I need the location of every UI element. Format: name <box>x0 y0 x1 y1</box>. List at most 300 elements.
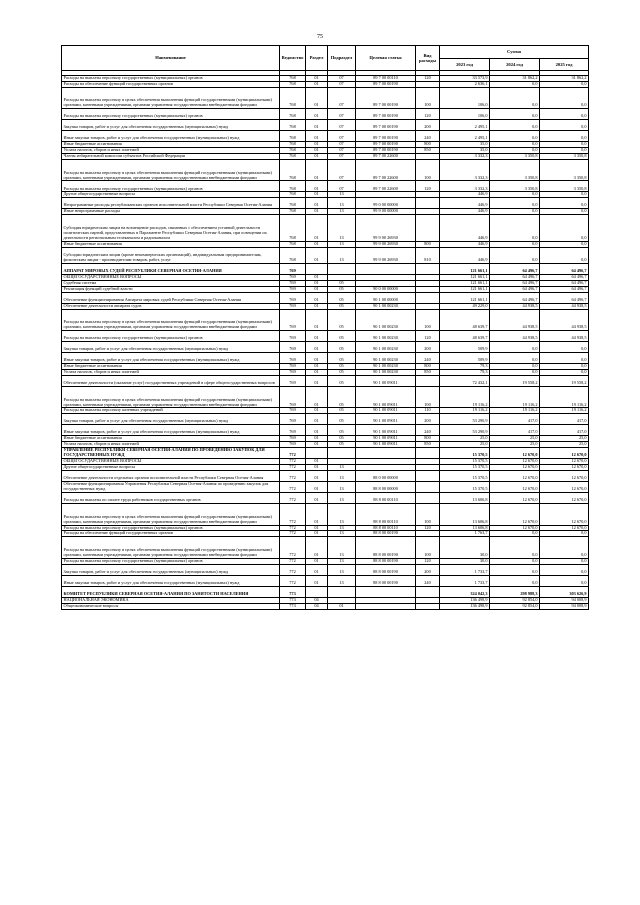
cell-subsection: 05 <box>328 436 356 442</box>
cell-subsection: 13 <box>328 247 356 263</box>
cell-2024: 12 670,0 <box>490 525 540 531</box>
cell-section: 01 <box>306 370 328 376</box>
cell-exp-type: 100 <box>416 309 440 330</box>
table-row <box>62 586 589 597</box>
cell-section: 01 <box>306 331 328 342</box>
cell-exp-type: 120 <box>416 525 440 531</box>
cell-2023: 53 290,9 <box>440 425 490 436</box>
cell-dept: 768 <box>280 87 306 108</box>
cell-2023: 79,3 <box>440 364 490 370</box>
cell-section: 04 <box>306 597 328 603</box>
cell-2025: 64 496,7 <box>540 275 589 281</box>
cell-2024: 0,0 <box>490 575 540 586</box>
header-target: Целевая статья <box>356 46 416 71</box>
row-name: Иные бюджетные ассигнования <box>62 436 280 442</box>
cell-2024: 0,0 <box>490 353 540 364</box>
table-row <box>62 353 589 364</box>
cell-exp-type: 120 <box>416 558 440 564</box>
cell-subsection: 13 <box>328 531 356 537</box>
table-row <box>62 309 589 330</box>
table-row <box>62 215 589 242</box>
row-name: Общеэкономические вопросы <box>62 603 280 609</box>
cell-exp-type: 850 <box>416 442 440 448</box>
cell-section: 01 <box>306 131 328 142</box>
cell-2025: 44 938,5 <box>540 309 589 330</box>
cell-dept: 768 <box>280 131 306 142</box>
cell-dept: 768 <box>280 160 306 181</box>
row-name: Расходы на выплаты персоналу государственных (муниципальных) органов <box>62 525 280 531</box>
cell-2024: 0,0 <box>490 531 540 537</box>
row-name: Иные закупки товаров, работ и услуг для обеспечения государственных (муниципальных) нужд <box>62 425 280 436</box>
cell-dept: 769 <box>280 275 306 281</box>
cell-target: 89 7 00 00190 <box>356 142 416 148</box>
cell-target: 89 7 00 00190 <box>356 109 416 120</box>
cell-2025: 64 496,7 <box>540 292 589 303</box>
cell-2024: 64 496,7 <box>490 275 540 281</box>
cell-dept: 769 <box>280 370 306 376</box>
row-name: Расходы на выплаты персоналу в целях обеспечения выполнения функций государственными (муниципальными) органами, казенными учреждениями, органами управления государственными внебюджетными фондами <box>62 387 280 408</box>
row-name: Расходы на обеспечение функций государственных органов <box>62 81 280 87</box>
cell-dept: 769 <box>280 414 306 425</box>
cell-target: 89 7 00 22600 <box>356 160 416 181</box>
cell-exp-type: 100 <box>416 87 440 108</box>
cell-2025: 12 670,0 <box>540 504 589 525</box>
table-header <box>62 46 589 76</box>
row-name: Расходы на выплаты персоналу в целях обеспечения выполнения функций государственными (муниципальными) органами, казенными учреждениями, органами управления государственными внебюджетными фондами <box>62 160 280 181</box>
row-name: ОБЩЕГОСУДАРСТВЕННЫЕ ВОПРОСЫ <box>62 459 280 465</box>
row-name: Обеспечение деятельности отдельных органов исполнительной власти Республики Северная Осетия-Алания <box>62 471 280 482</box>
cell-target: 90 1 00 09011 <box>356 376 416 387</box>
cell-section: 01 <box>306 564 328 575</box>
cell-2023: 121 661,1 <box>440 264 490 275</box>
cell-2023: 324 042,3 <box>440 586 490 597</box>
cell-target: 88 8 00 00000 <box>356 482 416 493</box>
cell-2024: 0,0 <box>490 370 540 376</box>
row-name: Расходы на выплаты персоналу в целях обеспечения выполнения функций государственными (муниципальными) органами, казенными учреждениями, органами управления государственными внебюджетными фондами <box>62 87 280 108</box>
table-row <box>62 292 589 303</box>
cell-2025: 0,0 <box>540 537 589 558</box>
cell-2024: 92 854,0 <box>490 603 540 609</box>
cell-exp-type: 200 <box>416 414 440 425</box>
cell-2023: 3 332,3 <box>440 154 490 160</box>
cell-section: 01 <box>306 459 328 465</box>
cell-subsection: 05 <box>328 286 356 292</box>
row-name: Субсидии юридическим лицам (кроме некоммерческих организаций), индивидуальным предпринимателям, физическим лицам - производителям товаров, работ, услуг <box>62 247 280 263</box>
cell-2025: 0,0 <box>540 247 589 263</box>
row-name: Закупка товаров, работ и услуг для обеспечения государственных (муниципальных) нужд <box>62 564 280 575</box>
cell-2025: 417,0 <box>540 414 589 425</box>
cell-dept: 769 <box>280 442 306 448</box>
cell-subsection: 13 <box>328 192 356 198</box>
table-row <box>62 537 589 558</box>
cell-dept: 772 <box>280 537 306 558</box>
cell-exp-type: 120 <box>416 76 440 82</box>
cell-section: 01 <box>306 436 328 442</box>
table-row <box>62 247 589 263</box>
cell-2024: 298 988,3 <box>490 586 540 597</box>
cell-subsection: 05 <box>328 370 356 376</box>
cell-exp-type: 100 <box>416 537 440 558</box>
page-number: 75 <box>317 34 323 40</box>
cell-2025: 64 496,7 <box>540 286 589 292</box>
cell-subsection: 05 <box>328 331 356 342</box>
cell-subsection: 07 <box>328 81 356 87</box>
cell-2025: 0,0 <box>540 87 589 108</box>
cell-section: 01 <box>306 387 328 408</box>
cell-2024: 417,0 <box>490 414 540 425</box>
cell-subsection: 13 <box>328 537 356 558</box>
cell-subsection: 07 <box>328 181 356 192</box>
row-name: Расходы на выплаты по оплате труда работников государственных органов <box>62 493 280 504</box>
cell-target: 90 1 00 09011 <box>356 425 416 436</box>
cell-2023: 48 639,7 <box>440 331 490 342</box>
row-name: Расходы на выплаты персоналу в целях обеспечения выполнения функций государственными (муниципальными) органами, казенными учреждениями, органами управления государственными внебюджетными фондами <box>62 309 280 330</box>
cell-exp-type: 200 <box>416 342 440 353</box>
cell-target: 89 7 00 00190 <box>356 131 416 142</box>
cell-2023: 446,9 <box>440 247 490 263</box>
cell-target: 90 1 00 00000 <box>356 292 416 303</box>
cell-section: 01 <box>306 215 328 242</box>
cell-2025: 0,0 <box>540 209 589 215</box>
cell-section: 01 <box>306 525 328 531</box>
cell-2024: 44 938,5 <box>490 309 540 330</box>
cell-exp-type: 850 <box>416 148 440 154</box>
cell-2023: 19 116,2 <box>440 387 490 408</box>
table-row <box>62 264 589 275</box>
cell-dept: 772 <box>280 448 306 459</box>
cell-2023: 35,0 <box>440 142 490 148</box>
row-name: Члены избирательной комиссии субъектов Российской Федерации <box>62 154 280 160</box>
table-row <box>62 414 589 425</box>
cell-subsection: 07 <box>328 131 356 142</box>
cell-section: 01 <box>306 292 328 303</box>
cell-exp-type <box>416 198 440 209</box>
cell-2024: 0,0 <box>490 564 540 575</box>
cell-exp-type <box>416 493 440 504</box>
cell-2025: 0,0 <box>540 342 589 353</box>
cell-target: 90 1 00 00230 <box>356 331 416 342</box>
cell-2024: 0,0 <box>490 192 540 198</box>
cell-2024: 12 670,0 <box>490 465 540 471</box>
cell-section: 01 <box>306 353 328 364</box>
cell-2023: 446,9 <box>440 198 490 209</box>
cell-target: 99 9 00 26930 <box>356 247 416 263</box>
row-name: Закупка товаров, работ и услуг для обеспечения государственных (муниципальных) нужд <box>62 342 280 353</box>
table-row <box>62 198 589 209</box>
table-row <box>62 181 589 192</box>
cell-target: 99 9 00 26930 <box>356 215 416 242</box>
cell-2024: 64 496,7 <box>490 264 540 275</box>
cell-exp-type: 100 <box>416 387 440 408</box>
cell-subsection: 01 <box>328 603 356 609</box>
cell-dept: 769 <box>280 376 306 387</box>
cell-2024: 19 558,2 <box>490 376 540 387</box>
cell-exp-type <box>416 448 440 459</box>
cell-2024: 19 116,2 <box>490 408 540 414</box>
cell-subsection: 05 <box>328 376 356 387</box>
cell-2024: 3 350,8 <box>490 154 540 160</box>
header-sum: Сумма <box>440 46 589 59</box>
cell-subsection: 05 <box>328 309 356 330</box>
cell-2025: 64 496,7 <box>540 281 589 287</box>
cell-subsection: 13 <box>328 465 356 471</box>
cell-2024: 0,0 <box>490 558 540 564</box>
cell-2025: 64 496,7 <box>540 264 589 275</box>
cell-dept: 769 <box>280 331 306 342</box>
cell-2023: 446,9 <box>440 241 490 247</box>
cell-2024: 0,0 <box>490 247 540 263</box>
cell-exp-type <box>416 292 440 303</box>
cell-exp-type: 800 <box>416 364 440 370</box>
row-name: Обеспечение деятельности аппарата судов <box>62 303 280 309</box>
cell-2023: 2 636,1 <box>440 81 490 87</box>
cell-2023: 121 661,1 <box>440 275 490 281</box>
header-dept: Ведомство <box>280 46 306 71</box>
cell-subsection: 13 <box>328 241 356 247</box>
table-row <box>62 493 589 504</box>
cell-dept: 769 <box>280 353 306 364</box>
cell-2023: 15 370,5 <box>440 482 490 493</box>
row-name: Расходы на выплаты персоналу казенных учреждений <box>62 408 280 414</box>
cell-target: 88 8 00 00190 <box>356 575 416 586</box>
cell-2023: 25,0 <box>440 436 490 442</box>
cell-section: 01 <box>306 408 328 414</box>
cell-dept: 773 <box>280 603 306 609</box>
row-name: УПРАВЛЕНИЕ РЕСПУБЛИКИ СЕВЕРНАЯ ОСЕТИЯ-АЛАНИЯ ПО ПРОВЕДЕНИЮ ЗАКУПОК ДЛЯ ГОСУДАРСТВЕННЫХ НУЖД <box>62 448 280 459</box>
cell-2025: 0,0 <box>540 531 589 537</box>
cell-target: 88 8 00 00110 <box>356 504 416 525</box>
cell-exp-type: 120 <box>416 331 440 342</box>
cell-2023: 136 498,9 <box>440 597 490 603</box>
cell-target: 90 1 00 00230 <box>356 309 416 330</box>
cell-2024: 44 938,5 <box>490 331 540 342</box>
cell-dept: 769 <box>280 286 306 292</box>
cell-target: 89 7 00 00190 <box>356 87 416 108</box>
cell-dept: 768 <box>280 215 306 242</box>
cell-dept: 769 <box>280 292 306 303</box>
cell-target: 89 7 00 22600 <box>356 181 416 192</box>
cell-2023: 2 495,1 <box>440 120 490 131</box>
cell-exp-type: 240 <box>416 353 440 364</box>
row-name: Иные бюджетные ассигнования <box>62 364 280 370</box>
cell-2023: 1 733,7 <box>440 564 490 575</box>
cell-target: 89 7 00 00190 <box>356 120 416 131</box>
cell-subsection: 05 <box>328 303 356 309</box>
cell-subsection: 05 <box>328 353 356 364</box>
cell-dept: 768 <box>280 209 306 215</box>
cell-exp-type: 800 <box>416 142 440 148</box>
cell-section: 01 <box>306 286 328 292</box>
cell-2023: 25,0 <box>440 442 490 448</box>
cell-2025: 19 116,2 <box>540 408 589 414</box>
cell-exp-type: 200 <box>416 120 440 131</box>
row-name: Другие общегосударственные вопросы <box>62 192 280 198</box>
cell-target: 88 0 00 00000 <box>356 471 416 482</box>
cell-exp-type: 100 <box>416 160 440 181</box>
cell-section: 01 <box>306 482 328 493</box>
cell-2023: 1 733,7 <box>440 575 490 586</box>
cell-2024: 3 350,8 <box>490 181 540 192</box>
cell-2023: 446,9 <box>440 215 490 242</box>
cell-section: 01 <box>306 414 328 425</box>
cell-2024: 12 670,0 <box>490 448 540 459</box>
cell-target <box>356 586 416 597</box>
row-name: Иные закупки товаров, работ и услуг для обеспечения государственных (муниципальных) нужд <box>62 353 280 364</box>
row-name: НАЦИОНАЛЬНАЯ ЭКОНОМИКА <box>62 597 280 603</box>
row-name: Обеспечение деятельности (оказание услуг) государственных учреждений в сфере общегосударственных вопросов <box>62 376 280 387</box>
cell-2024: 0,0 <box>490 148 540 154</box>
cell-2024: 25,0 <box>490 436 540 442</box>
cell-exp-type <box>416 482 440 493</box>
cell-dept: 769 <box>280 387 306 408</box>
cell-2025: 0,0 <box>540 575 589 586</box>
cell-exp-type: 120 <box>416 181 440 192</box>
cell-exp-type <box>416 376 440 387</box>
budget-table-wrapper <box>61 45 588 610</box>
cell-dept: 769 <box>280 436 306 442</box>
cell-dept: 769 <box>280 342 306 353</box>
cell-target: 88 8 00 00110 <box>356 525 416 531</box>
cell-2025: 0,0 <box>540 142 589 148</box>
table-body <box>62 76 589 610</box>
row-name: Иные бюджетные ассигнования <box>62 241 280 247</box>
row-name: Закупка товаров, работ и услуг для обеспечения государственных (муниципальных) нужд <box>62 414 280 425</box>
cell-2025: 94 008,9 <box>540 603 589 609</box>
cell-target: 90 1 00 09011 <box>356 442 416 448</box>
row-name: Иные непрограммные расходы <box>62 209 280 215</box>
row-name: Расходы на выплаты персоналу государственных (муниципальных) органов <box>62 76 280 82</box>
cell-2023: 19 116,2 <box>440 408 490 414</box>
cell-subsection: 05 <box>328 342 356 353</box>
cell-2023: 15 370,5 <box>440 459 490 465</box>
cell-subsection: 13 <box>328 575 356 586</box>
row-name: АППАРАТ МИРОВЫХ СУДЕЙ РЕСПУБЛИКИ СЕВЕРНАЯ ОСЕТИЯ-АЛАНИЯ <box>62 264 280 275</box>
cell-dept: 768 <box>280 154 306 160</box>
cell-section: 01 <box>306 364 328 370</box>
table-row <box>62 482 589 493</box>
cell-exp-type: 200 <box>416 564 440 575</box>
cell-exp-type: 110 <box>416 408 440 414</box>
cell-exp-type: 240 <box>416 575 440 586</box>
cell-2024: 44 938,5 <box>490 303 540 309</box>
cell-target: 88 8 00 00190 <box>356 564 416 575</box>
cell-2023: 2 495,1 <box>440 131 490 142</box>
cell-dept: 772 <box>280 465 306 471</box>
cell-2023: 35,0 <box>440 148 490 154</box>
cell-2023: 121 661,1 <box>440 292 490 303</box>
cell-section: 01 <box>306 376 328 387</box>
cell-dept: 768 <box>280 109 306 120</box>
cell-section: 01 <box>306 109 328 120</box>
cell-exp-type <box>416 471 440 482</box>
cell-2025: 12 670,0 <box>540 493 589 504</box>
row-name: КОМИТЕТ РЕСПУБЛИКИ СЕВЕРНАЯ ОСЕТИЯ-АЛАНИЯ ПО ЗАНЯТОСТИ НАСЕЛЕНИЯ <box>62 586 280 597</box>
cell-2023: 15 370,5 <box>440 471 490 482</box>
cell-2023: 72 432,1 <box>440 376 490 387</box>
cell-subsection: 05 <box>328 425 356 436</box>
cell-section: 01 <box>306 342 328 353</box>
cell-2025: 0,0 <box>540 148 589 154</box>
cell-target: 90 1 00 00230 <box>356 364 416 370</box>
cell-2024: 3 350,8 <box>490 160 540 181</box>
cell-2025: 0,0 <box>540 215 589 242</box>
table-row <box>62 471 589 482</box>
cell-2025: 44 938,5 <box>540 303 589 309</box>
cell-dept: 768 <box>280 148 306 154</box>
cell-2024: 0,0 <box>490 142 540 148</box>
cell-exp-type: 100 <box>416 504 440 525</box>
row-name: Расходы на выплаты персоналу государственных (муниципальных) органов <box>62 181 280 192</box>
table-row <box>62 331 589 342</box>
row-name: Расходы на выплаты персоналу в целях обеспечения выполнения функций государственными (муниципальными) органами, казенными учреждениями, органами управления государственными внебюджетными фондами <box>62 504 280 525</box>
cell-2023: 136 498,9 <box>440 603 490 609</box>
cell-section: 01 <box>306 81 328 87</box>
row-name: Иные бюджетные ассигнования <box>62 142 280 148</box>
cell-target: 90 1 00 00230 <box>356 370 416 376</box>
cell-dept: 768 <box>280 192 306 198</box>
cell-exp-type: 810 <box>416 247 440 263</box>
cell-2025: 44 938,5 <box>540 331 589 342</box>
cell-2024: 0,0 <box>490 120 540 131</box>
cell-2024: 417,0 <box>490 425 540 436</box>
cell-section: 01 <box>306 87 328 108</box>
cell-subsection: 13 <box>328 215 356 242</box>
cell-2025: 19 558,2 <box>540 376 589 387</box>
cell-exp-type: 120 <box>416 109 440 120</box>
cell-section: 01 <box>306 160 328 181</box>
cell-dept: 768 <box>280 241 306 247</box>
cell-2024: 0,0 <box>490 537 540 558</box>
cell-2024: 0,0 <box>490 109 540 120</box>
cell-2024: 12 670,0 <box>490 471 540 482</box>
cell-dept: 769 <box>280 425 306 436</box>
cell-dept: 769 <box>280 303 306 309</box>
cell-section: 01 <box>306 281 328 287</box>
cell-2025: 12 670,0 <box>540 465 589 471</box>
cell-2024: 92 854,0 <box>490 597 540 603</box>
cell-2024: 12 670,0 <box>490 459 540 465</box>
cell-section: 04 <box>306 603 328 609</box>
row-name: Реализация функций судебной власти <box>62 286 280 292</box>
cell-2023: 15 370,5 <box>440 448 490 459</box>
cell-2025: 12 670,0 <box>540 471 589 482</box>
cell-section: 01 <box>306 241 328 247</box>
row-name: Расходы на обеспечение функций государственных органов <box>62 531 280 537</box>
row-name: Уплата налогов, сборов и иных платежей <box>62 370 280 376</box>
cell-subsection: 13 <box>328 525 356 531</box>
cell-section: 01 <box>306 471 328 482</box>
cell-target: 99 9 00 26930 <box>356 241 416 247</box>
cell-dept: 768 <box>280 81 306 87</box>
cell-2024: 0,0 <box>490 342 540 353</box>
row-name: Непрограммные расходы республиканских органов исполнительной власти Республики Северная Осетия-Алания <box>62 198 280 209</box>
cell-section: 01 <box>306 309 328 330</box>
header-name: Наименование <box>62 46 280 71</box>
cell-exp-type: 800 <box>416 436 440 442</box>
cell-section: 01 <box>306 425 328 436</box>
table-row <box>62 131 589 142</box>
cell-2025: 19 116,2 <box>540 387 589 408</box>
cell-target: 90 1 00 00230 <box>356 342 416 353</box>
cell-target: 90 1 00 09011 <box>356 387 416 408</box>
cell-section: 01 <box>306 142 328 148</box>
cell-section: 01 <box>306 181 328 192</box>
cell-dept: 769 <box>280 281 306 287</box>
header-section: Раздел <box>306 46 328 71</box>
cell-section: 01 <box>306 575 328 586</box>
cell-2025: 25,0 <box>540 436 589 442</box>
header-subsection: Подраздел <box>328 46 356 71</box>
